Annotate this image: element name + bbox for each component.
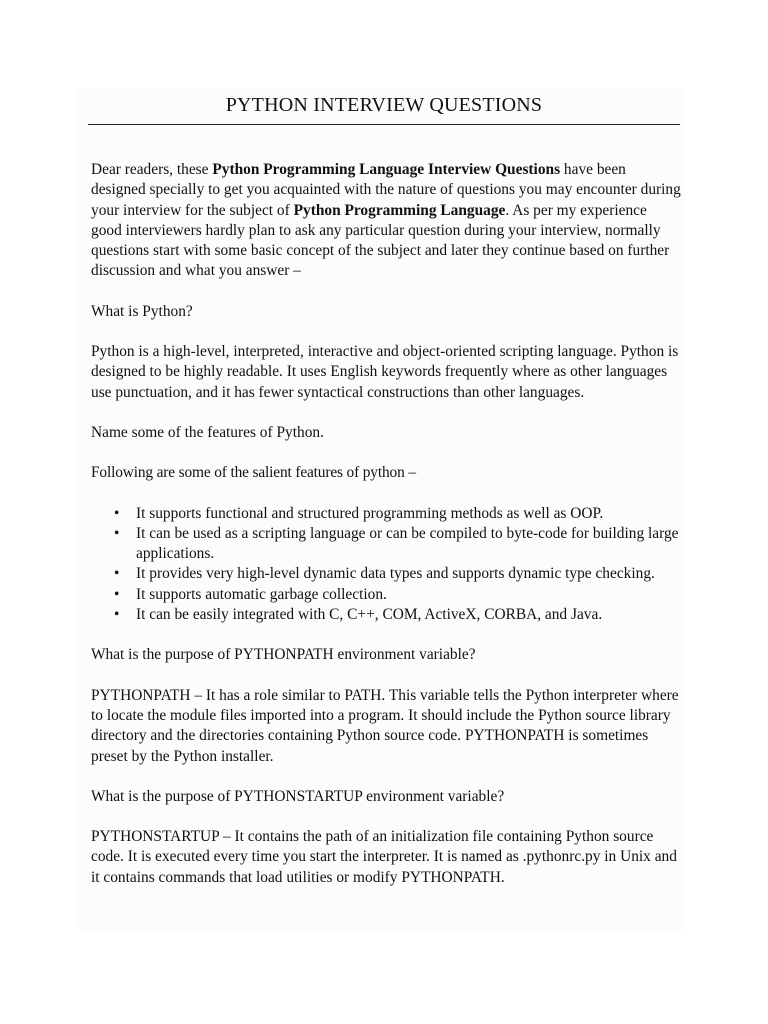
bullet-icon: • [114,606,120,624]
intro-text-2: have been designed specially to get you acquainted with the nature of questions you may encounter during your interview for the subject of [91,161,681,219]
question-features: Name some of the features of Python. [91,423,324,441]
document-title: PYTHON INTERVIEW QUESTIONS [225,94,543,116]
features-lead: Following are some of the salient features of python – [91,464,416,482]
intro-bold-2: Python Programming Language [293,201,506,219]
bullet-icon: • [114,585,120,603]
list-item [114,524,681,565]
intro-paragraph [91,160,681,282]
feature-text: It supports automatic garbage collection. [136,585,387,603]
title-underline [88,124,680,125]
feature-text: It can be used as a scripting language or can be compiled to byte-code for building large applications. [136,524,679,563]
list-item [114,564,681,584]
intro-bold-1: Python Programming Language Interview Questions [212,161,561,178]
feature-text: It can be easily integrated with C, C++, COM, ActiveX, CORBA, and Java. [136,606,603,624]
features-list [91,504,681,626]
intro-text-1: Dear readers, these [91,161,213,178]
answer-pythonstartup: PYTHONSTARTUP – It contains the path of an initialization file containing Python source code. It is executed every time you start the interpreter. It is named as .pythonrc.py in Unix and it contains commands that load utilities or modify PYTHONPATH. [91,828,677,886]
list-item [114,504,681,524]
answer-what-is-python: Python is a high-level, interpreted, interactive and object-oriented scripting language. Python is designed to be highly readable. It uses English keywords frequently where as other languages use punctuation, and it has fewer syntactical constructions than other languages. [91,343,679,401]
question-pythonstartup: What is the purpose of PYTHONSTARTUP environment variable? [91,787,505,805]
bullet-icon: • [114,565,120,583]
bullet-icon: • [114,504,120,522]
list-item [114,585,681,605]
answer-pythonpath: PYTHONPATH – It has a role similar to PATH. This variable tells the Python interpreter where to locate the module files imported into a program. It should include the Python source library directory and the directories containing Python source code. PYTHONPATH is sometimes preset by the Python installer. [91,686,679,765]
document-body [91,160,681,908]
list-item [114,605,681,625]
question-what-is-python: What is Python? [91,302,193,320]
feature-text: It provides very high-level dynamic data types and supports dynamic type checking. [136,565,655,583]
feature-text: It supports functional and structured programming methods as well as OOP. [136,504,604,522]
intro-text-3: . As per my experience good interviewers hardly plan to ask any particular question during your interview, normally questions start with some basic concept of the subject and later they continue based on further discussion and what you answer – [91,201,670,280]
bullet-icon: • [114,524,120,542]
question-pythonpath: What is the purpose of PYTHONPATH environment variable? [91,646,476,664]
